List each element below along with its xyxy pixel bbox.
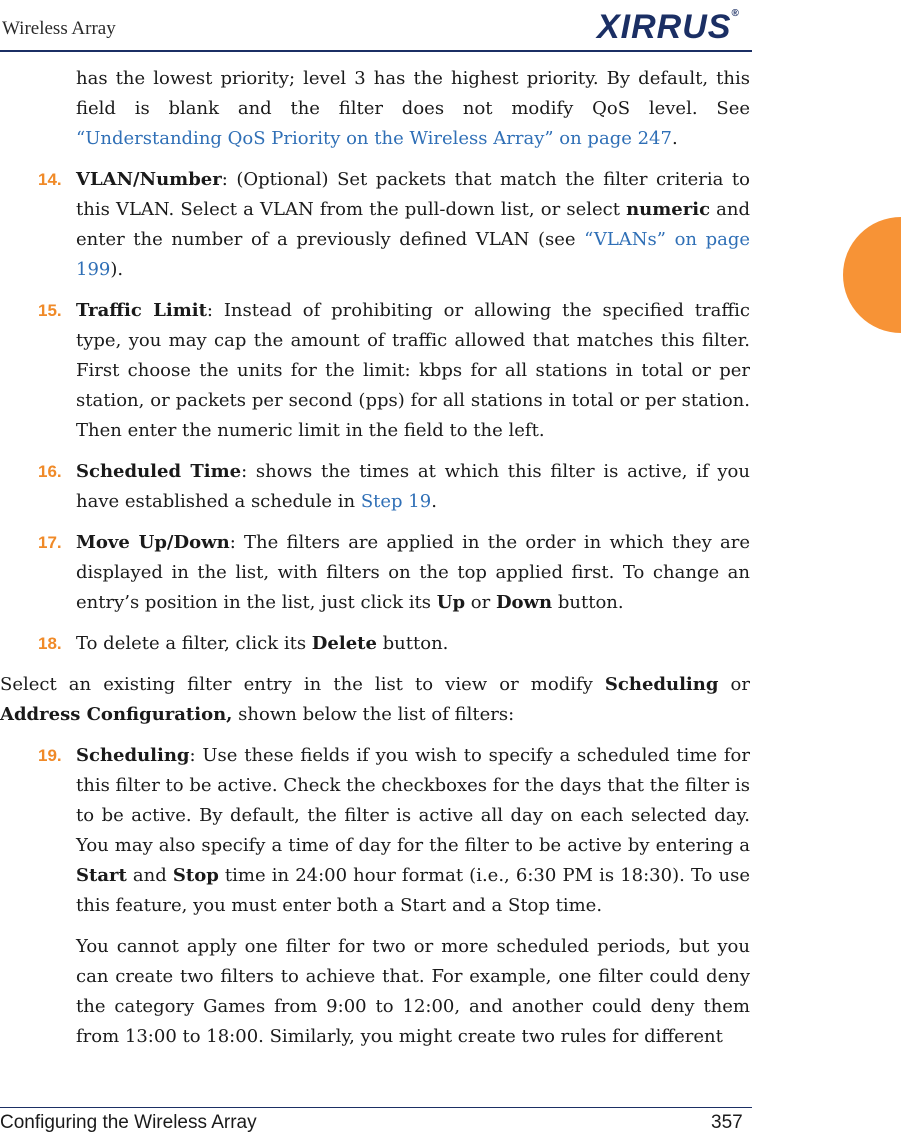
- text: : (Optional) Set packets that match the filter criteria to this VLAN. Select a VLAN from the pull-down list, or select: [76, 169, 750, 220]
- text: button.: [552, 592, 624, 613]
- text: : Instead of prohibiting or allowing the specified traffic type, you may cap the amount of traffic allowed that matches this filter. First choose the units for the limit: kbps for all stations in total or per station, or packets per second (pps) for all stations in total or per station. Then enter the numeric limit in the field to the left.: [76, 300, 750, 441]
- text: : shows the times at which this filter is active, if you have established a schedule in: [76, 461, 750, 512]
- scheduled-periods-paragraph: You cannot apply one filter for two or more scheduled periods, but you can create two filters to achieve that. For example, one filter could deny the category Games from 9:00 to 12:00, and another could deny them from 13:00 to 18:00. Similarly, you might create two rules for different: [76, 936, 750, 1047]
- keyword-scheduling: Scheduling: [604, 674, 719, 695]
- text: .: [431, 491, 437, 512]
- text: or: [718, 674, 750, 695]
- chapter-tab: [843, 217, 901, 333]
- keyword-numeric: numeric: [626, 199, 711, 220]
- keyword-delete: Delete: [311, 633, 377, 654]
- text: or: [465, 592, 496, 613]
- text: has the lowest priority; level 3 has the highest priority. By default, this field is blank and the filter does not modify QoS level. See: [76, 68, 750, 119]
- logo-registered-mark: ®: [731, 8, 740, 19]
- text: and: [126, 865, 173, 886]
- keyword-up: Up: [436, 592, 466, 613]
- step-19-scheduling: [0, 741, 750, 921]
- term: Traffic Limit: [76, 300, 207, 321]
- step-number: 18.: [38, 634, 62, 653]
- header-title: Wireless Array: [2, 18, 116, 39]
- text: ).: [110, 259, 124, 280]
- text: .: [671, 128, 678, 149]
- header-rule: [0, 50, 752, 52]
- step-17-move-up-down: [0, 528, 750, 618]
- logo-text: XIRRUS: [597, 8, 732, 46]
- term: Move Up/Down: [76, 532, 230, 553]
- step-19-link[interactable]: Step 19: [360, 491, 432, 512]
- step-15-traffic-limit: [0, 296, 750, 446]
- term: VLAN/Number: [76, 169, 222, 190]
- qos-priority-link[interactable]: “Understanding QoS Priority on the Wireless Array” on page 247: [76, 128, 672, 149]
- term: Scheduling: [76, 745, 190, 766]
- page-number: 357: [711, 1112, 743, 1133]
- keyword-address-configuration: Address Configuration,: [0, 704, 233, 725]
- text: : Use these fields if you wish to specify a scheduled time for this filter to be active. Check the checkboxes for the days that the filter is to be active. By default, the filter is active all day on each selected day. You may also specify a time of day for the filter to be active by entering a: [76, 745, 750, 856]
- footer-rule: [0, 1107, 752, 1108]
- select-filter-paragraph: [0, 670, 750, 730]
- keyword-down: Down: [495, 592, 553, 613]
- footer-section-title: Configuring the Wireless Array: [0, 1112, 257, 1133]
- step-number: 17.: [38, 533, 62, 552]
- step-14-vlan-number: [0, 165, 750, 285]
- step-18-delete: [0, 629, 750, 659]
- page-body: [0, 64, 750, 1052]
- step-number: 15.: [38, 301, 62, 320]
- step-number: 14.: [38, 170, 62, 189]
- text: time in 24:00 hour format (i.e., 6:30 PM is 18:30). To use this feature, you must enter both a Start and a Stop time.: [76, 865, 750, 916]
- step-number: 19.: [38, 746, 62, 765]
- step-number: 16.: [38, 462, 62, 481]
- text: button.: [376, 633, 449, 654]
- text: Select an existing filter entry in the list to view or modify: [0, 674, 605, 695]
- step-16-scheduled-time: [0, 457, 750, 517]
- text: To delete a filter, click its: [76, 633, 312, 654]
- vlans-link[interactable]: “VLANs” on page 199: [76, 229, 751, 280]
- text: shown below the list of filters:: [232, 704, 515, 725]
- keyword-stop: Stop: [172, 865, 219, 886]
- text: and enter the number of a previously defined VLAN (see: [76, 199, 751, 250]
- qos-continuation-paragraph: [0, 64, 750, 154]
- xirrus-logo: [597, 8, 740, 47]
- text: : The filters are applied in the order in which they are displayed in the list, with filters on the top applied first. To change an entry’s position in the list, just click its: [76, 532, 750, 613]
- term: Scheduled Time: [76, 461, 242, 482]
- keyword-start: Start: [76, 865, 127, 886]
